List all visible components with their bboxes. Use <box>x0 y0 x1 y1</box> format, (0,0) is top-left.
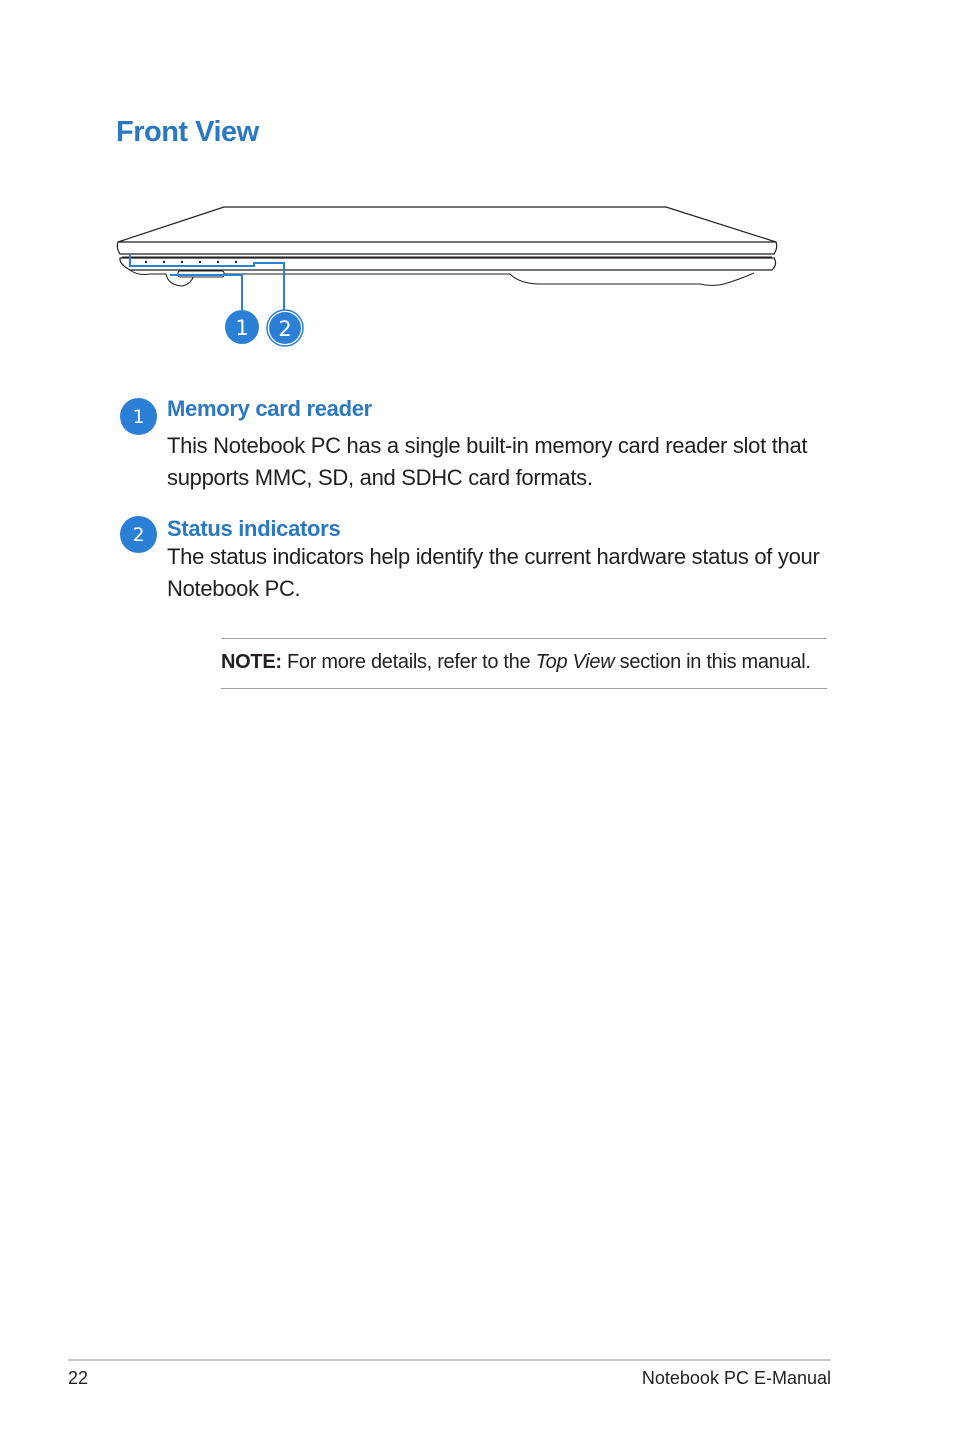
note-label: NOTE: <box>221 651 282 673</box>
svg-text:1: 1 <box>235 316 249 340</box>
note-text-before: For more details, refer to the <box>286 651 531 673</box>
laptop-front-illustration <box>110 196 790 356</box>
item-description: This Notebook PC has a single built-in memory card reader slot that supports MMC, SD, and SDHC card formats. <box>167 433 808 490</box>
note-emphasis: Top View <box>535 651 615 673</box>
item-number-badge: 2 <box>120 516 157 553</box>
laptop-front-view-figure <box>110 196 790 356</box>
item-number-badge: 1 <box>120 398 157 435</box>
svg-text:2: 2 <box>278 317 292 341</box>
note-text-after: section in this manual. <box>619 651 811 673</box>
item-title: Status indicators <box>167 516 341 541</box>
callout-2-badge <box>267 310 303 346</box>
page-title: Front View <box>116 116 259 148</box>
item-title: Memory card reader <box>167 396 372 421</box>
callout-1-badge <box>225 310 259 344</box>
document-title: Notebook PC E-Manual <box>641 1368 831 1388</box>
page-number: 22 <box>68 1368 89 1388</box>
footer-divider <box>68 1359 831 1361</box>
note-box <box>221 638 827 689</box>
item-description: The status indicators help identify the current hardware status of your Notebook PC. <box>167 544 820 601</box>
